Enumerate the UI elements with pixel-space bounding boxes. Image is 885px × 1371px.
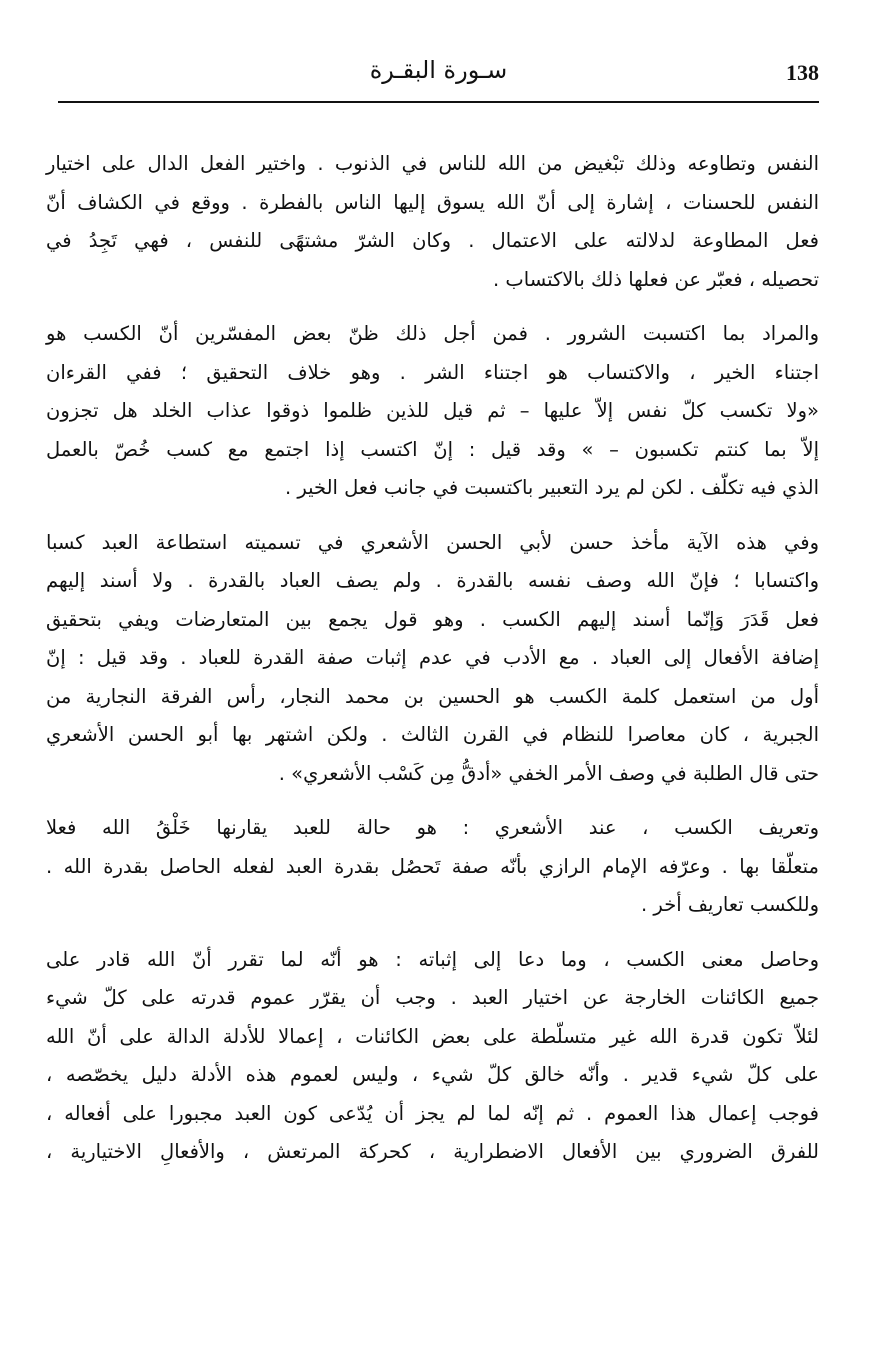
text-line: النفس للحسنات ، إشارة إلى أنّ الله يسوق إليها الناس بالفطرة . ووقع في الكشاف أنّ: [46, 190, 819, 214]
text-line: واكتسابا ؛ فإنّ الله وصف نفسه بالقدرة . ولم يصف العباد بالقدرة . ولا أسند إليهم: [46, 569, 819, 592]
paragraph: [46, 941, 819, 1172]
text-line: والمراد بما اكتسبت الشرور . فمن أجل ذلك ظنّ بعض المفسّرين أنّ الكسب هو: [46, 322, 819, 345]
paragraph: [46, 809, 819, 925]
text-line: جميع الكائنات الخارجة عن اختيار العبد . وجب أن يقرّر عموم قدرته على كلّ شيء: [46, 986, 819, 1009]
page-header: [58, 56, 819, 100]
text-line: تحصيله ، فعبّر عن فعلها ذلك بالاكتساب .: [493, 267, 819, 291]
text-line: فوجب إعمال هذا العموم . ثم إنّه لما لم يجز أن يُدّعى كون العبد مجبورا على أفعاله ،: [46, 1101, 819, 1125]
running-title: سـورة البقـرة: [369, 56, 508, 84]
paragraph: [46, 315, 819, 508]
text-line: الذي فيه تكلّف . لكن لم يرد التعبير باكتسبت في جانب فعل الخير .: [284, 476, 819, 499]
text-line: على كلّ شيء قدير . وأنّه خالق كلّ شيء ، وليس لعموم هذه الأدلة دليل يخصّصه ،: [46, 1063, 819, 1086]
text-line: حتى قال الطلبة في وصف الأمر الخفي «أدقُّ مِن كَسْب الأشعري» .: [278, 761, 819, 785]
text-line: إضافة الأفعال إلى العباد . مع الأدب في عدم إثبات صفة القدرة للعباد . وقد قيل : إنّ: [46, 646, 819, 669]
page-body: [46, 145, 819, 1188]
text-line: فعل قَدَرَ وَإنّما أسند إليهم الكسب . وهو قول يجمع بين المتعارضات ويفي بتحقيق: [46, 607, 819, 631]
text-line: وتعريف الكسب ، عند الأشعري : هو حالة للعبد يقارنها خَلْقُ الله فعلا: [46, 816, 819, 839]
header-rule: [58, 101, 819, 103]
text-line: فعل المطاوعة لدلالته على الاعتمال . وكان الشرّ مشتهًى للنفس ، فهي تَجِدُ في: [46, 229, 819, 252]
text-line: النفس وتطاوعه وذلك تبْغيض من الله للناس في الذنوب . واختير الفعل الدال على اختيار: [46, 152, 819, 175]
text-line: وللكسب تعاريف أخر .: [641, 893, 819, 916]
paragraph: [46, 524, 819, 794]
text-line: «ولا تكسب كلّ نفس إلاّ عليها – ثم قيل للذين ظلموا ذوقوا عذاب الخلد هل تجزون: [46, 399, 819, 422]
page-number: 138: [786, 60, 819, 85]
text-line: إلاّ بما كنتم تكسبون – » وقد قيل : إنّ اكتسب إذا اجتمع مع كسب خُصّ بالعمل: [46, 437, 819, 461]
paragraph: [46, 145, 819, 299]
text-line: لئلاّ تكون قدرة الله غير متسلّطة على بعض الكائنات ، إعمالا للأدلة الدالة على أنّ الله: [46, 1024, 819, 1048]
text-line: للفرق الضروري بين الأفعال الاضطرارية ، كحركة المرتعش ، والأفعالِ الاختيارية ،: [46, 1140, 819, 1163]
text-line: وفي هذه الآية مأخذ حسن لأبي الحسن الأشعري في تسميته استطاعة العبد كسبا: [46, 530, 819, 554]
text-line: أول من استعمل كلمة الكسب هو الحسين بن محمد النجار، رأس الفرقة النجارية من: [46, 684, 819, 708]
text-line: وحاصل معنى الكسب ، وما دعا إلى إثباته : هو أنّه لما تقرر أنّ الله قادر على: [46, 947, 819, 971]
text-line: الجبرية ، كان معاصرا للنظام في القرن الثالث . ولكن اشتهر بها أبو الحسن الأشعري: [46, 723, 819, 746]
text-line: اجتناء الخير ، والاكتساب هو اجتناء الشر . وهو خلاف التحقيق ؛ ففي القرءان: [46, 360, 819, 384]
text-line: متعلّقا بها . وعرّفه الإمام الرازي بأنّه صفة تَحصُل بقدرة العبد لفعله الحاصل بقدرة الله .: [46, 854, 819, 878]
